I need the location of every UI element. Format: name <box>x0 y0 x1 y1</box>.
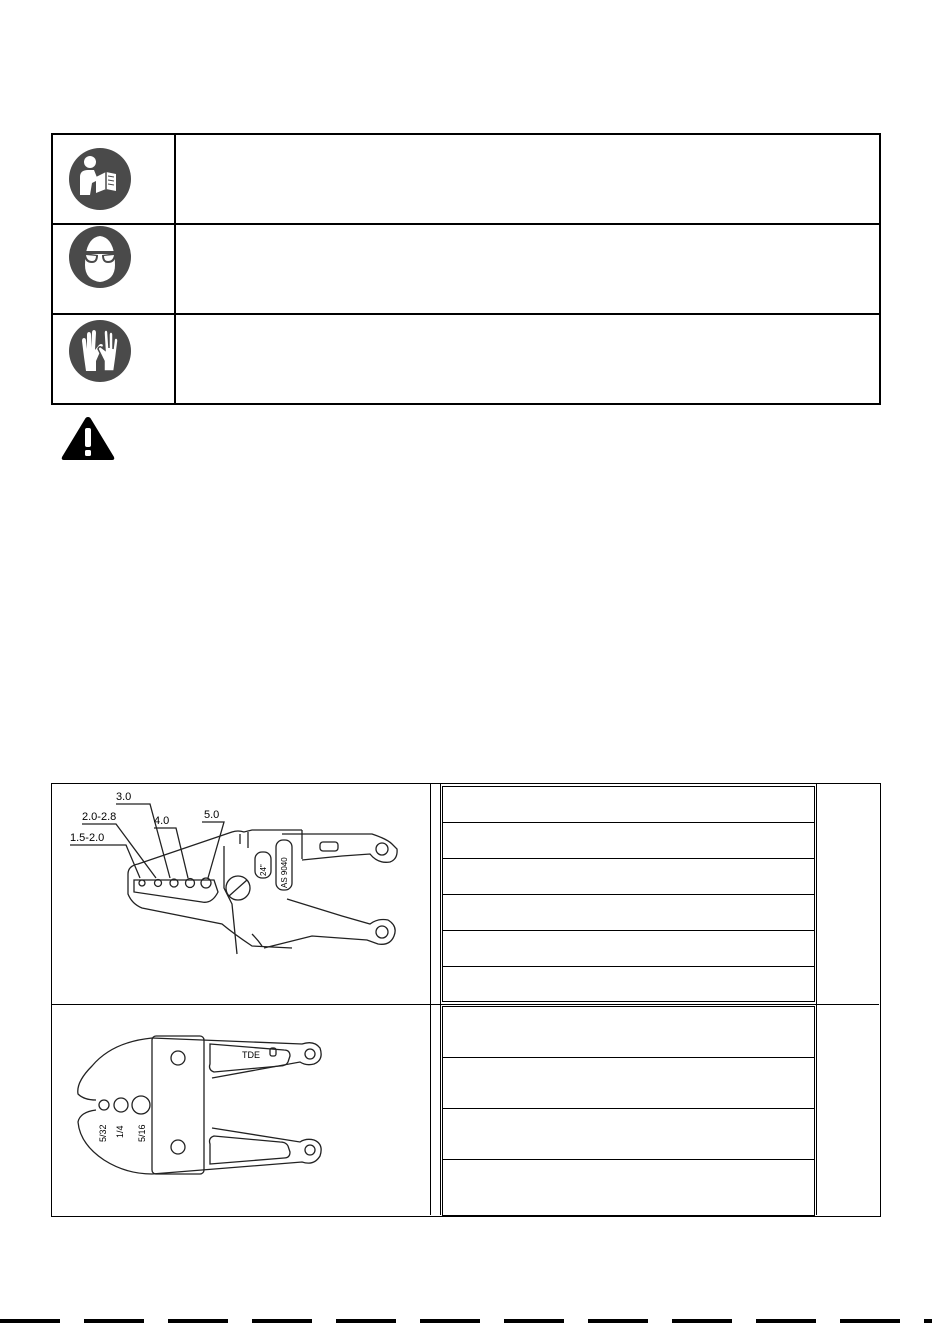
crimper-image-cell <box>52 784 431 1004</box>
safety-row-goggles <box>53 225 879 315</box>
die-label: 4.0 <box>154 815 170 827</box>
spec-row <box>443 1160 814 1215</box>
safety-symbols-table <box>51 133 881 405</box>
spec-row <box>443 1058 814 1109</box>
die-label: 1/4 <box>115 1125 125 1138</box>
page-bottom-edge <box>0 1319 932 1323</box>
spec-row <box>443 931 814 967</box>
safety-text-cell <box>178 225 879 313</box>
crimper-tools-table <box>51 783 881 1217</box>
icon-cell <box>53 225 176 313</box>
spec-row <box>443 1007 814 1058</box>
crimper-image-cell <box>52 1004 431 1215</box>
swage-crimper-drawing <box>52 784 430 1002</box>
tool-marking: 24" <box>259 864 268 876</box>
safety-text-cell <box>178 315 879 405</box>
die-label: 5/32 <box>98 1124 108 1142</box>
spec-row <box>443 1109 814 1160</box>
icon-cell <box>53 135 176 223</box>
die-label: 2.0-2.8 <box>82 811 117 823</box>
protective-gloves-icon <box>68 319 132 383</box>
icon-cell <box>53 315 176 405</box>
spec-row <box>443 823 814 859</box>
spec-row <box>443 967 814 1001</box>
spec-row <box>443 859 814 895</box>
warning-triangle-icon <box>60 415 116 461</box>
spec-subtable <box>442 1006 815 1216</box>
die-label: 3.0 <box>116 791 132 803</box>
spacer-cell <box>431 1004 441 1215</box>
notes-cell <box>816 1004 880 1215</box>
die-label: 5.0 <box>204 809 220 821</box>
safety-text-cell <box>178 135 879 223</box>
read-manual-icon <box>68 147 132 211</box>
safety-row-read-manual <box>53 135 879 225</box>
die-label: 1.5-2.0 <box>70 832 105 844</box>
tool-marking: TDE <box>242 1050 260 1060</box>
safety-goggles-icon <box>68 225 132 289</box>
crimper-row-1 <box>52 784 879 1005</box>
spacer-cell <box>431 784 441 1004</box>
hand-swager-drawing <box>52 1004 430 1215</box>
notes-cell <box>816 784 880 1004</box>
spec-row <box>443 787 814 823</box>
tool-marking: AS 9040 <box>280 857 289 888</box>
safety-row-gloves <box>53 315 879 405</box>
crimper-row-2 <box>52 1004 879 1215</box>
spec-row <box>443 895 814 931</box>
spec-subtable <box>442 786 815 1002</box>
die-label: 5/16 <box>137 1124 147 1142</box>
